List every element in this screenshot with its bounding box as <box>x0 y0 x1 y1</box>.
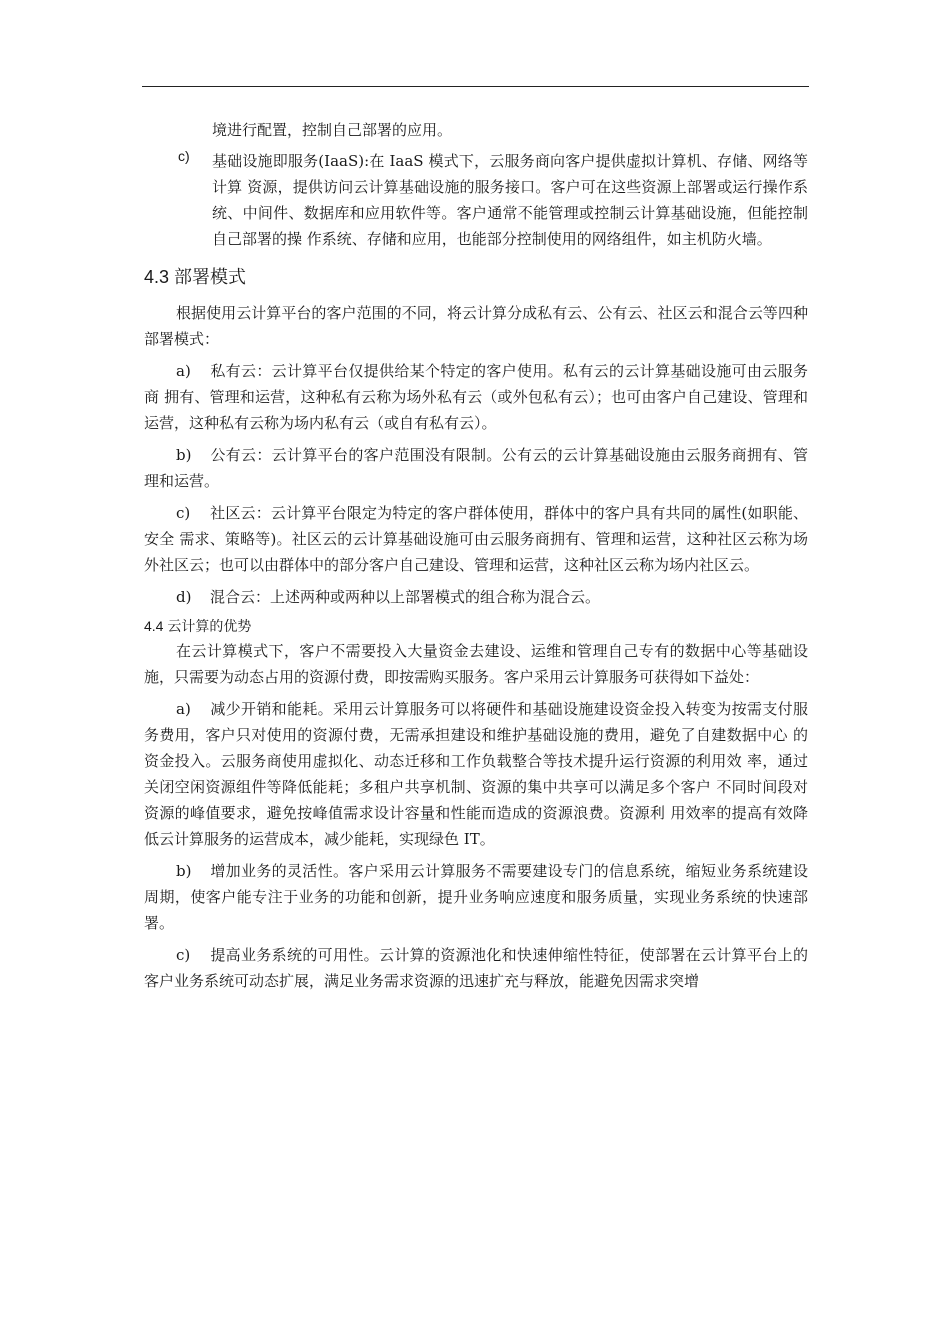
list-item <box>144 500 808 578</box>
section-intro: 在云计算模式下，客户不需要投入大量资金去建设、运维和管理自己专有的数据中心等基础设施，只需要为动态占用的资源付费，即按需购买服务。客户采用云计算服务可获得如下益处： <box>144 642 808 686</box>
list-item-text: 社区云：云计算平台限定为特定的客户群体使用，群体中的客户具有共同的属性(如职能、安全 需求、策略等)。社区云的云计算基础设施可由云服务商拥有、管理和运营，这种社区云称为场 外社区云；也可以由群体中的部分客户自己建设、管理和运营，这种社区云称为场内社区云。 <box>144 504 808 574</box>
list-item <box>144 584 808 610</box>
section-heading-4-4: 4.4 云计算的优势 <box>144 618 252 634</box>
list-item <box>144 442 808 494</box>
list-item <box>144 696 808 852</box>
continued-paragraph: 境进行配置，控制自己部署的应用。 <box>212 121 453 139</box>
list-marker: c) <box>176 946 191 964</box>
list-marker: c) <box>176 504 191 522</box>
list-marker: d) <box>176 588 192 606</box>
list-item <box>144 358 808 436</box>
list-marker: a) <box>176 362 191 380</box>
list-marker: c) <box>178 148 190 164</box>
list-item-text: 公有云：云计算平台的客户范围没有限制。公有云的云计算基础设施由云服务商拥有、管理和运营。 <box>144 446 808 490</box>
section-intro: 根据使用云计算平台的客户范围的不同，将云计算分成私有云、公有云、社区云和混合云等四种部署模式： <box>144 304 808 348</box>
list-item-text: 增加业务的灵活性。客户采用云计算服务不需要建设专门的信息系统，缩短业务系统建设周期，使客户能专注于业务的功能和创新，提升业务响应速度和服务质量，实现业务系统的快速部署。 <box>144 862 808 932</box>
list-marker: b) <box>176 446 192 464</box>
list-item-iaas <box>144 148 808 252</box>
list-marker: b) <box>176 862 192 880</box>
list-item <box>144 942 808 994</box>
list-item-text: 基础设施即服务(IaaS):在 IaaS 模式下，云服务商向客户提供虚拟计算机、存储、网络等计算 资源，提供访问云计算基础设施的服务接口。客户可在这些资源上部署或运行操作系统、中间件、数据库和应用软件等。客户通常不能管理或控制云计算基础设施，但能控制自己部署的操 作系统、存储和应用，也能部分控制使用的网络组件，如主机防火墙。 <box>212 152 808 248</box>
list-item-text: 私有云：云计算平台仅提供给某个特定的客户使用。私有云的云计算基础设施可由云服务商 拥有、管理和运营，这种私有云称为场外私有云（或外包私有云）；也可由客户自己建设、管理和运营，这种私有云称为场内私有云（或自有私有云）。 <box>144 362 808 432</box>
list-item-text: 减少开销和能耗。采用云计算服务可以将硬件和基础设施建设资金投入转变为按需支付服务费用，客户只对使用的资源付费，无需承担建设和维护基础设施的费用，避免了自建数据中心 的资金投入。云服务商使用虚拟化、动态迁移和工作负载整合等技术提升运行资源的利用效 率，通过关闭空闲资源组件等降低能耗；多租户共享机制、资源的集中共享可以满足多个客户 不同时间段对资源的峰值要求，避免按峰值需求设计容量和性能而造成的资源浪费。资源利 用效率的提高有效降低云计算服务的运营成本，减少能耗，实现绿色 IT。 <box>144 700 808 848</box>
header-rule <box>142 86 809 87</box>
list-marker: a) <box>176 700 191 718</box>
list-item-text: 混合云：上述两种或两种以上部署模式的组合称为混合云。 <box>210 588 601 606</box>
list-item <box>144 858 808 936</box>
list-item-text: 提高业务系统的可用性。云计算的资源池化和快速伸缩性特征，使部署在云计算平台上的客户业务系统可动态扩展，满足业务需求资源的迅速扩充与释放，能避免因需求突增 <box>144 946 808 990</box>
document-body <box>144 117 808 1000</box>
section-heading-4-3: 4.3 部署模式 <box>144 267 247 287</box>
